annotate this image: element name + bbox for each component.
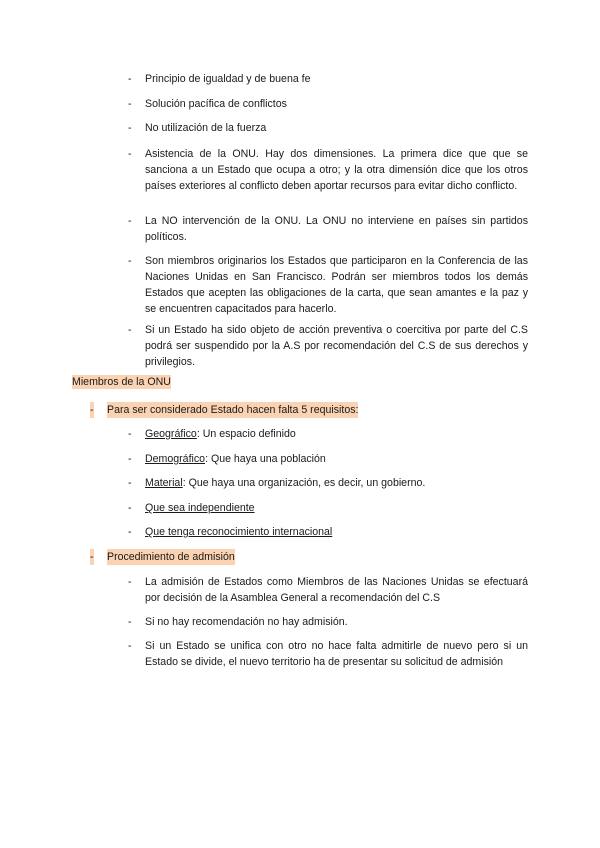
bullet-dash: - <box>128 453 132 465</box>
list-item-text <box>145 451 528 467</box>
bullet-dash: - <box>128 428 132 440</box>
requisito-term: Material <box>145 477 183 489</box>
bullet-dash: - <box>90 404 94 416</box>
requisito-term: Demográfico <box>145 453 206 465</box>
bullet-dash: - <box>128 255 132 267</box>
list-item-text: La NO intervención de la ONU. La ONU no interviene en países sin partidos políticos. <box>145 215 528 243</box>
bullet-dash: - <box>128 640 132 652</box>
list-item-text <box>145 426 528 442</box>
requisito-term: Geográfico <box>145 428 197 440</box>
list-item-text: No utilización de la fuerza <box>145 122 267 134</box>
list-item-text: Si un Estado ha sido objeto de acción preventiva o coercitiva por parte del C.S podrá ser suspendido por la A.S por recomendación del C.S de sus derechos y privilegios. <box>145 324 528 368</box>
bullet-dash: - <box>128 122 132 134</box>
list-item-text: Principio de igualdad y de buena fe <box>145 73 311 85</box>
list-item-text <box>145 500 528 516</box>
list-item-text: Son miembros originarios los Estados que participaron en la Conferencia de las Naciones Unidas en San Francisco. Podrán ser miembros todos los demás Estados que acepten las obligaciones de la carta, que sean amantes e la paz y se encuentren capacitados para hacerlo. <box>145 255 528 315</box>
requisito-term: Que sea independiente <box>145 502 255 514</box>
list-item-text: Asistencia de la ONU. Hay dos dimensiones. La primera dice que que se sanciona a un Estado que ocupa a otro; y la otra dimensión dice que los otros países exteriores al conflicto deben aportar recursos para evitar dicho conflicto. <box>145 148 528 192</box>
bullet-dash: - <box>128 616 132 628</box>
bullet-dash: - <box>128 98 132 110</box>
bullet-dash: - <box>128 526 132 538</box>
requisito-desc: : Que haya una población <box>205 453 326 465</box>
section-heading: Miembros de la ONU <box>72 376 171 388</box>
bullet-dash: - <box>128 324 132 336</box>
bullet-dash: - <box>128 576 132 588</box>
list-item-text <box>145 475 528 491</box>
bullet-dash: - <box>128 73 132 85</box>
sublist-header-text: Para ser considerado Estado hacen falta 5 requisitos: <box>107 404 359 416</box>
bullet-dash: - <box>90 551 94 563</box>
list-item-text: La admisión de Estados como Miembros de las Naciones Unidas se efectuará por decisión de la Asamblea General a recomendación del C.S <box>145 576 528 604</box>
requisito-term: Que tenga reconocimiento internacional <box>145 526 333 538</box>
bullet-dash: - <box>128 215 132 227</box>
sublist-header-text: Procedimiento de admisión <box>107 551 235 563</box>
list-item-text <box>145 524 528 540</box>
bullet-dash: - <box>128 502 132 514</box>
list-item-text: Si un Estado se unifica con otro no hace falta admitirle de nuevo pero si un Estado se divide, el nuevo territorio ha de presentar su solicitud de admisión <box>145 640 528 668</box>
requisito-desc: : Que haya una organización, es decir, un gobierno. <box>182 477 426 489</box>
requisito-desc: : Un espacio definido <box>196 428 296 440</box>
bullet-dash: - <box>128 477 132 489</box>
list-item-text: Si no hay recomendación no hay admisión. <box>145 616 348 628</box>
list-item-text: Solución pacífica de conflictos <box>145 98 287 110</box>
bullet-dash: - <box>128 148 132 160</box>
